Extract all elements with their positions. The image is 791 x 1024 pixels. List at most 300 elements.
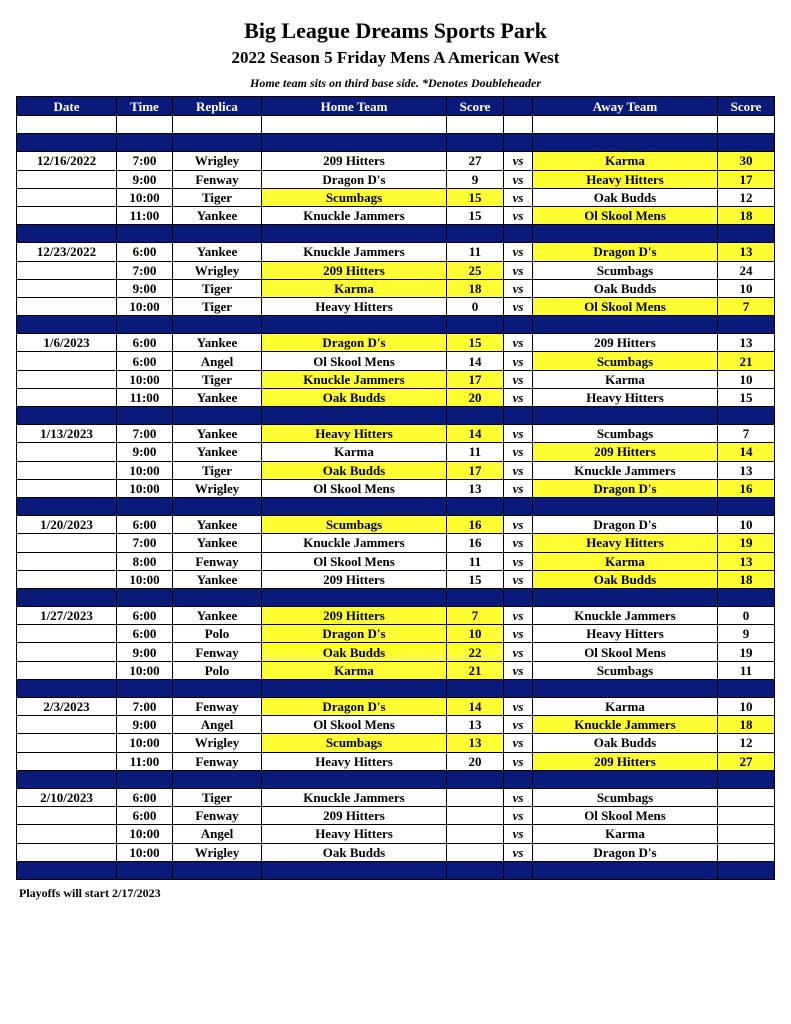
home-team-cell: Knuckle Jammers: [262, 534, 447, 552]
vs-cell: vs: [504, 206, 533, 224]
time-cell: 10:00: [117, 843, 173, 861]
home-score-cell: 7: [447, 607, 504, 625]
empty-cell: [504, 407, 533, 425]
empty-cell: [173, 407, 262, 425]
vs-cell: vs: [504, 370, 533, 388]
empty-cell: [447, 861, 504, 879]
date-cell: [17, 807, 117, 825]
home-team-cell: Knuckle Jammers: [262, 206, 447, 224]
home-team-cell: Scumbags: [262, 516, 447, 534]
empty-cell: [117, 497, 173, 515]
empty-cell: [718, 225, 775, 243]
empty-cell: [533, 225, 718, 243]
week-separator: [17, 134, 775, 152]
time-cell: 10:00: [117, 734, 173, 752]
vs-cell: vs: [504, 661, 533, 679]
empty-cell: [718, 134, 775, 152]
empty-cell: [17, 770, 117, 788]
date-cell: [17, 297, 117, 315]
replica-cell: Fenway: [173, 752, 262, 770]
empty-cell: [17, 316, 117, 334]
home-team-cell: Scumbags: [262, 188, 447, 206]
date-cell: [17, 570, 117, 588]
date-cell: [17, 279, 117, 297]
vs-cell: vs: [504, 388, 533, 406]
empty-cell: [504, 134, 533, 152]
away-score-cell: 10: [718, 279, 775, 297]
empty-cell: [17, 588, 117, 606]
time-cell: 11:00: [117, 206, 173, 224]
away-score-cell: 18: [718, 206, 775, 224]
replica-cell: Yankee: [173, 388, 262, 406]
home-score-cell: [447, 843, 504, 861]
empty-cell: [17, 407, 117, 425]
empty-cell: [447, 497, 504, 515]
date-cell: 2/3/2023: [17, 698, 117, 716]
home-team-cell: Ol Skool Mens: [262, 716, 447, 734]
date-cell: [17, 643, 117, 661]
time-cell: 9:00: [117, 443, 173, 461]
time-cell: 10:00: [117, 570, 173, 588]
away-team-cell: Ol Skool Mens: [533, 807, 718, 825]
empty-cell: [718, 407, 775, 425]
vs-cell: vs: [504, 716, 533, 734]
vs-cell: vs: [504, 443, 533, 461]
home-team-cell: Oak Budds: [262, 461, 447, 479]
empty-cell: [447, 679, 504, 697]
away-score-cell: 27: [718, 752, 775, 770]
replica-cell: Wrigley: [173, 843, 262, 861]
time-cell: 9:00: [117, 716, 173, 734]
empty-cell: [173, 770, 262, 788]
empty-cell: [262, 225, 447, 243]
date-cell: [17, 716, 117, 734]
replica-cell: Wrigley: [173, 479, 262, 497]
week-separator: [17, 407, 775, 425]
home-score-cell: [447, 825, 504, 843]
home-team-cell: Heavy Hitters: [262, 825, 447, 843]
empty-cell: [262, 770, 447, 788]
empty-cell: [533, 497, 718, 515]
game-row: [17, 843, 775, 861]
time-cell: 6:00: [117, 807, 173, 825]
empty-cell: [533, 134, 718, 152]
game-row: [17, 534, 775, 552]
replica-cell: Polo: [173, 661, 262, 679]
home-score-cell: 14: [447, 698, 504, 716]
vs-cell: vs: [504, 843, 533, 861]
home-score-cell: 11: [447, 443, 504, 461]
column-header: Time: [117, 97, 173, 116]
date-cell: [17, 388, 117, 406]
away-team-cell: Oak Budds: [533, 188, 718, 206]
away-team-cell: Knuckle Jammers: [533, 461, 718, 479]
empty-cell: [504, 861, 533, 879]
home-score-cell: 13: [447, 479, 504, 497]
vs-cell: vs: [504, 279, 533, 297]
date-cell: [17, 825, 117, 843]
away-team-cell: 209 Hitters: [533, 752, 718, 770]
empty-cell: [262, 497, 447, 515]
time-cell: 10:00: [117, 188, 173, 206]
game-row: [17, 661, 775, 679]
time-cell: 6:00: [117, 334, 173, 352]
time-cell: 10:00: [117, 661, 173, 679]
date-cell: 1/13/2023: [17, 425, 117, 443]
away-team-cell: Dragon D's: [533, 243, 718, 261]
away-team-cell: Heavy Hitters: [533, 388, 718, 406]
game-row: [17, 443, 775, 461]
replica-cell: Polo: [173, 625, 262, 643]
home-team-cell: 209 Hitters: [262, 261, 447, 279]
home-team-cell: Heavy Hitters: [262, 425, 447, 443]
away-score-cell: [718, 807, 775, 825]
empty-cell: [718, 770, 775, 788]
away-score-cell: 13: [718, 243, 775, 261]
time-cell: 7:00: [117, 425, 173, 443]
away-team-cell: Karma: [533, 370, 718, 388]
time-cell: 9:00: [117, 643, 173, 661]
empty-cell: [447, 316, 504, 334]
replica-cell: Tiger: [173, 788, 262, 806]
away-score-cell: 13: [718, 334, 775, 352]
empty-cell: [173, 134, 262, 152]
empty-cell: [262, 861, 447, 879]
time-cell: 11:00: [117, 752, 173, 770]
date-cell: 1/20/2023: [17, 516, 117, 534]
away-team-cell: Oak Budds: [533, 279, 718, 297]
home-team-cell: Karma: [262, 661, 447, 679]
replica-cell: Wrigley: [173, 152, 262, 170]
game-row: [17, 552, 775, 570]
empty-cell: [117, 770, 173, 788]
replica-cell: Tiger: [173, 188, 262, 206]
vs-cell: vs: [504, 516, 533, 534]
away-score-cell: [718, 843, 775, 861]
blank-row: [17, 116, 775, 134]
away-score-cell: 10: [718, 698, 775, 716]
away-score-cell: 11: [718, 661, 775, 679]
empty-cell: [173, 225, 262, 243]
away-team-cell: Karma: [533, 552, 718, 570]
replica-cell: Tiger: [173, 461, 262, 479]
replica-cell: Yankee: [173, 607, 262, 625]
header-row: [17, 97, 775, 116]
home-score-cell: 15: [447, 188, 504, 206]
game-row: [17, 698, 775, 716]
empty-cell: [504, 770, 533, 788]
replica-cell: Fenway: [173, 643, 262, 661]
empty-cell: [504, 679, 533, 697]
replica-cell: Wrigley: [173, 734, 262, 752]
away-score-cell: 18: [718, 716, 775, 734]
replica-cell: Yankee: [173, 570, 262, 588]
date-cell: [17, 752, 117, 770]
empty-cell: [718, 116, 775, 134]
empty-cell: [447, 588, 504, 606]
empty-cell: [262, 588, 447, 606]
replica-cell: Yankee: [173, 243, 262, 261]
empty-cell: [17, 497, 117, 515]
away-team-cell: Knuckle Jammers: [533, 716, 718, 734]
column-header: Away Team: [533, 97, 718, 116]
game-row: [17, 607, 775, 625]
empty-cell: [504, 316, 533, 334]
vs-cell: vs: [504, 607, 533, 625]
away-score-cell: [718, 825, 775, 843]
replica-cell: Tiger: [173, 279, 262, 297]
replica-cell: Tiger: [173, 370, 262, 388]
home-score-cell: 15: [447, 334, 504, 352]
home-score-cell: 16: [447, 516, 504, 534]
empty-cell: [262, 407, 447, 425]
time-cell: 6:00: [117, 788, 173, 806]
game-row: [17, 170, 775, 188]
game-row: [17, 734, 775, 752]
game-row: [17, 625, 775, 643]
date-cell: [17, 352, 117, 370]
vs-cell: vs: [504, 643, 533, 661]
date-cell: [17, 625, 117, 643]
time-cell: 9:00: [117, 279, 173, 297]
home-team-cell: Knuckle Jammers: [262, 243, 447, 261]
away-score-cell: 10: [718, 370, 775, 388]
date-cell: [17, 552, 117, 570]
empty-cell: [173, 116, 262, 134]
away-score-cell: 0: [718, 607, 775, 625]
away-team-cell: Heavy Hitters: [533, 534, 718, 552]
home-team-cell: Ol Skool Mens: [262, 479, 447, 497]
home-score-cell: 14: [447, 352, 504, 370]
time-cell: 7:00: [117, 152, 173, 170]
home-team-cell: Scumbags: [262, 734, 447, 752]
home-team-cell: Karma: [262, 443, 447, 461]
week-separator: [17, 316, 775, 334]
empty-cell: [504, 225, 533, 243]
away-score-cell: 30: [718, 152, 775, 170]
game-row: [17, 570, 775, 588]
away-team-cell: Scumbags: [533, 788, 718, 806]
home-score-cell: 22: [447, 643, 504, 661]
away-team-cell: Dragon D's: [533, 843, 718, 861]
empty-cell: [533, 588, 718, 606]
time-cell: 10:00: [117, 461, 173, 479]
empty-cell: [718, 316, 775, 334]
empty-cell: [533, 316, 718, 334]
date-cell: [17, 370, 117, 388]
home-score-cell: 17: [447, 461, 504, 479]
game-row: [17, 188, 775, 206]
time-cell: 6:00: [117, 607, 173, 625]
empty-cell: [117, 316, 173, 334]
away-team-cell: Heavy Hitters: [533, 170, 718, 188]
page-note: Home team sits on third base side. *Denotes Doubleheader: [250, 76, 541, 90]
home-score-cell: 18: [447, 279, 504, 297]
home-score-cell: 15: [447, 206, 504, 224]
date-cell: [17, 534, 117, 552]
home-score-cell: 11: [447, 243, 504, 261]
home-team-cell: 209 Hitters: [262, 607, 447, 625]
time-cell: 6:00: [117, 516, 173, 534]
empty-cell: [117, 225, 173, 243]
home-score-cell: 10: [447, 625, 504, 643]
date-cell: [17, 206, 117, 224]
home-score-cell: [447, 788, 504, 806]
date-cell: 1/6/2023: [17, 334, 117, 352]
away-team-cell: Karma: [533, 825, 718, 843]
home-team-cell: 209 Hitters: [262, 570, 447, 588]
home-score-cell: 20: [447, 388, 504, 406]
home-score-cell: 11: [447, 552, 504, 570]
vs-cell: vs: [504, 261, 533, 279]
date-cell: [17, 461, 117, 479]
home-score-cell: 21: [447, 661, 504, 679]
column-header: Replica: [173, 97, 262, 116]
date-cell: [17, 261, 117, 279]
home-score-cell: 13: [447, 734, 504, 752]
game-row: [17, 461, 775, 479]
home-team-cell: Oak Budds: [262, 388, 447, 406]
replica-cell: Angel: [173, 716, 262, 734]
away-team-cell: 209 Hitters: [533, 443, 718, 461]
game-row: [17, 206, 775, 224]
vs-cell: vs: [504, 479, 533, 497]
game-row: [17, 807, 775, 825]
vs-cell: vs: [504, 788, 533, 806]
away-team-cell: Heavy Hitters: [533, 625, 718, 643]
empty-cell: [262, 116, 447, 134]
home-score-cell: 20: [447, 752, 504, 770]
replica-cell: Tiger: [173, 297, 262, 315]
time-cell: 11:00: [117, 388, 173, 406]
empty-cell: [262, 134, 447, 152]
column-header: Score: [447, 97, 504, 116]
empty-cell: [17, 116, 117, 134]
game-row: [17, 716, 775, 734]
time-cell: 10:00: [117, 825, 173, 843]
away-team-cell: Karma: [533, 152, 718, 170]
game-row: [17, 152, 775, 170]
home-score-cell: 9: [447, 170, 504, 188]
replica-cell: Yankee: [173, 425, 262, 443]
empty-cell: [262, 316, 447, 334]
empty-cell: [17, 861, 117, 879]
game-row: [17, 297, 775, 315]
away-team-cell: 209 Hitters: [533, 334, 718, 352]
vs-cell: vs: [504, 552, 533, 570]
empty-cell: [117, 116, 173, 134]
empty-cell: [447, 134, 504, 152]
time-cell: 7:00: [117, 261, 173, 279]
away-score-cell: 13: [718, 552, 775, 570]
away-team-cell: Ol Skool Mens: [533, 206, 718, 224]
vs-cell: vs: [504, 188, 533, 206]
home-team-cell: Heavy Hitters: [262, 297, 447, 315]
game-row: [17, 752, 775, 770]
vs-cell: vs: [504, 243, 533, 261]
vs-cell: vs: [504, 297, 533, 315]
column-header: Home Team: [262, 97, 447, 116]
replica-cell: Wrigley: [173, 261, 262, 279]
empty-cell: [117, 407, 173, 425]
time-cell: 6:00: [117, 625, 173, 643]
away-score-cell: 14: [718, 443, 775, 461]
game-row: [17, 279, 775, 297]
empty-cell: [718, 497, 775, 515]
vs-cell: vs: [504, 352, 533, 370]
home-team-cell: 209 Hitters: [262, 807, 447, 825]
away-team-cell: Oak Budds: [533, 570, 718, 588]
away-score-cell: 19: [718, 534, 775, 552]
date-cell: 1/27/2023: [17, 607, 117, 625]
replica-cell: Fenway: [173, 170, 262, 188]
home-score-cell: 27: [447, 152, 504, 170]
column-header: Date: [17, 97, 117, 116]
home-score-cell: 14: [447, 425, 504, 443]
footer-note: Playoffs will start 2/17/2023: [19, 886, 161, 900]
away-score-cell: 12: [718, 734, 775, 752]
home-team-cell: Dragon D's: [262, 698, 447, 716]
week-separator: [17, 861, 775, 879]
vs-cell: vs: [504, 334, 533, 352]
home-team-cell: Ol Skool Mens: [262, 552, 447, 570]
away-score-cell: [718, 788, 775, 806]
vs-cell: vs: [504, 825, 533, 843]
time-cell: 10:00: [117, 370, 173, 388]
home-score-cell: 13: [447, 716, 504, 734]
home-score-cell: 16: [447, 534, 504, 552]
away-team-cell: Knuckle Jammers: [533, 607, 718, 625]
empty-cell: [173, 588, 262, 606]
date-cell: [17, 479, 117, 497]
home-team-cell: Dragon D's: [262, 170, 447, 188]
week-separator: [17, 497, 775, 515]
empty-cell: [533, 861, 718, 879]
date-cell: 12/16/2022: [17, 152, 117, 170]
away-team-cell: Scumbags: [533, 661, 718, 679]
home-score-cell: 25: [447, 261, 504, 279]
week-separator: [17, 225, 775, 243]
home-team-cell: Knuckle Jammers: [262, 788, 447, 806]
page-title: Big League Dreams Sports Park: [244, 18, 547, 43]
replica-cell: Fenway: [173, 698, 262, 716]
date-cell: [17, 661, 117, 679]
game-row: [17, 788, 775, 806]
game-row: [17, 370, 775, 388]
away-score-cell: 24: [718, 261, 775, 279]
empty-cell: [173, 679, 262, 697]
away-score-cell: 13: [718, 461, 775, 479]
date-cell: [17, 188, 117, 206]
date-cell: [17, 843, 117, 861]
empty-cell: [117, 588, 173, 606]
empty-cell: [533, 679, 718, 697]
vs-cell: vs: [504, 570, 533, 588]
replica-cell: Yankee: [173, 534, 262, 552]
home-team-cell: Knuckle Jammers: [262, 370, 447, 388]
empty-cell: [173, 316, 262, 334]
time-cell: 7:00: [117, 534, 173, 552]
home-team-cell: Karma: [262, 279, 447, 297]
away-team-cell: Dragon D's: [533, 516, 718, 534]
vs-cell: vs: [504, 461, 533, 479]
time-cell: 10:00: [117, 297, 173, 315]
empty-cell: [447, 116, 504, 134]
empty-cell: [718, 588, 775, 606]
week-separator: [17, 588, 775, 606]
empty-cell: [447, 407, 504, 425]
empty-cell: [117, 679, 173, 697]
